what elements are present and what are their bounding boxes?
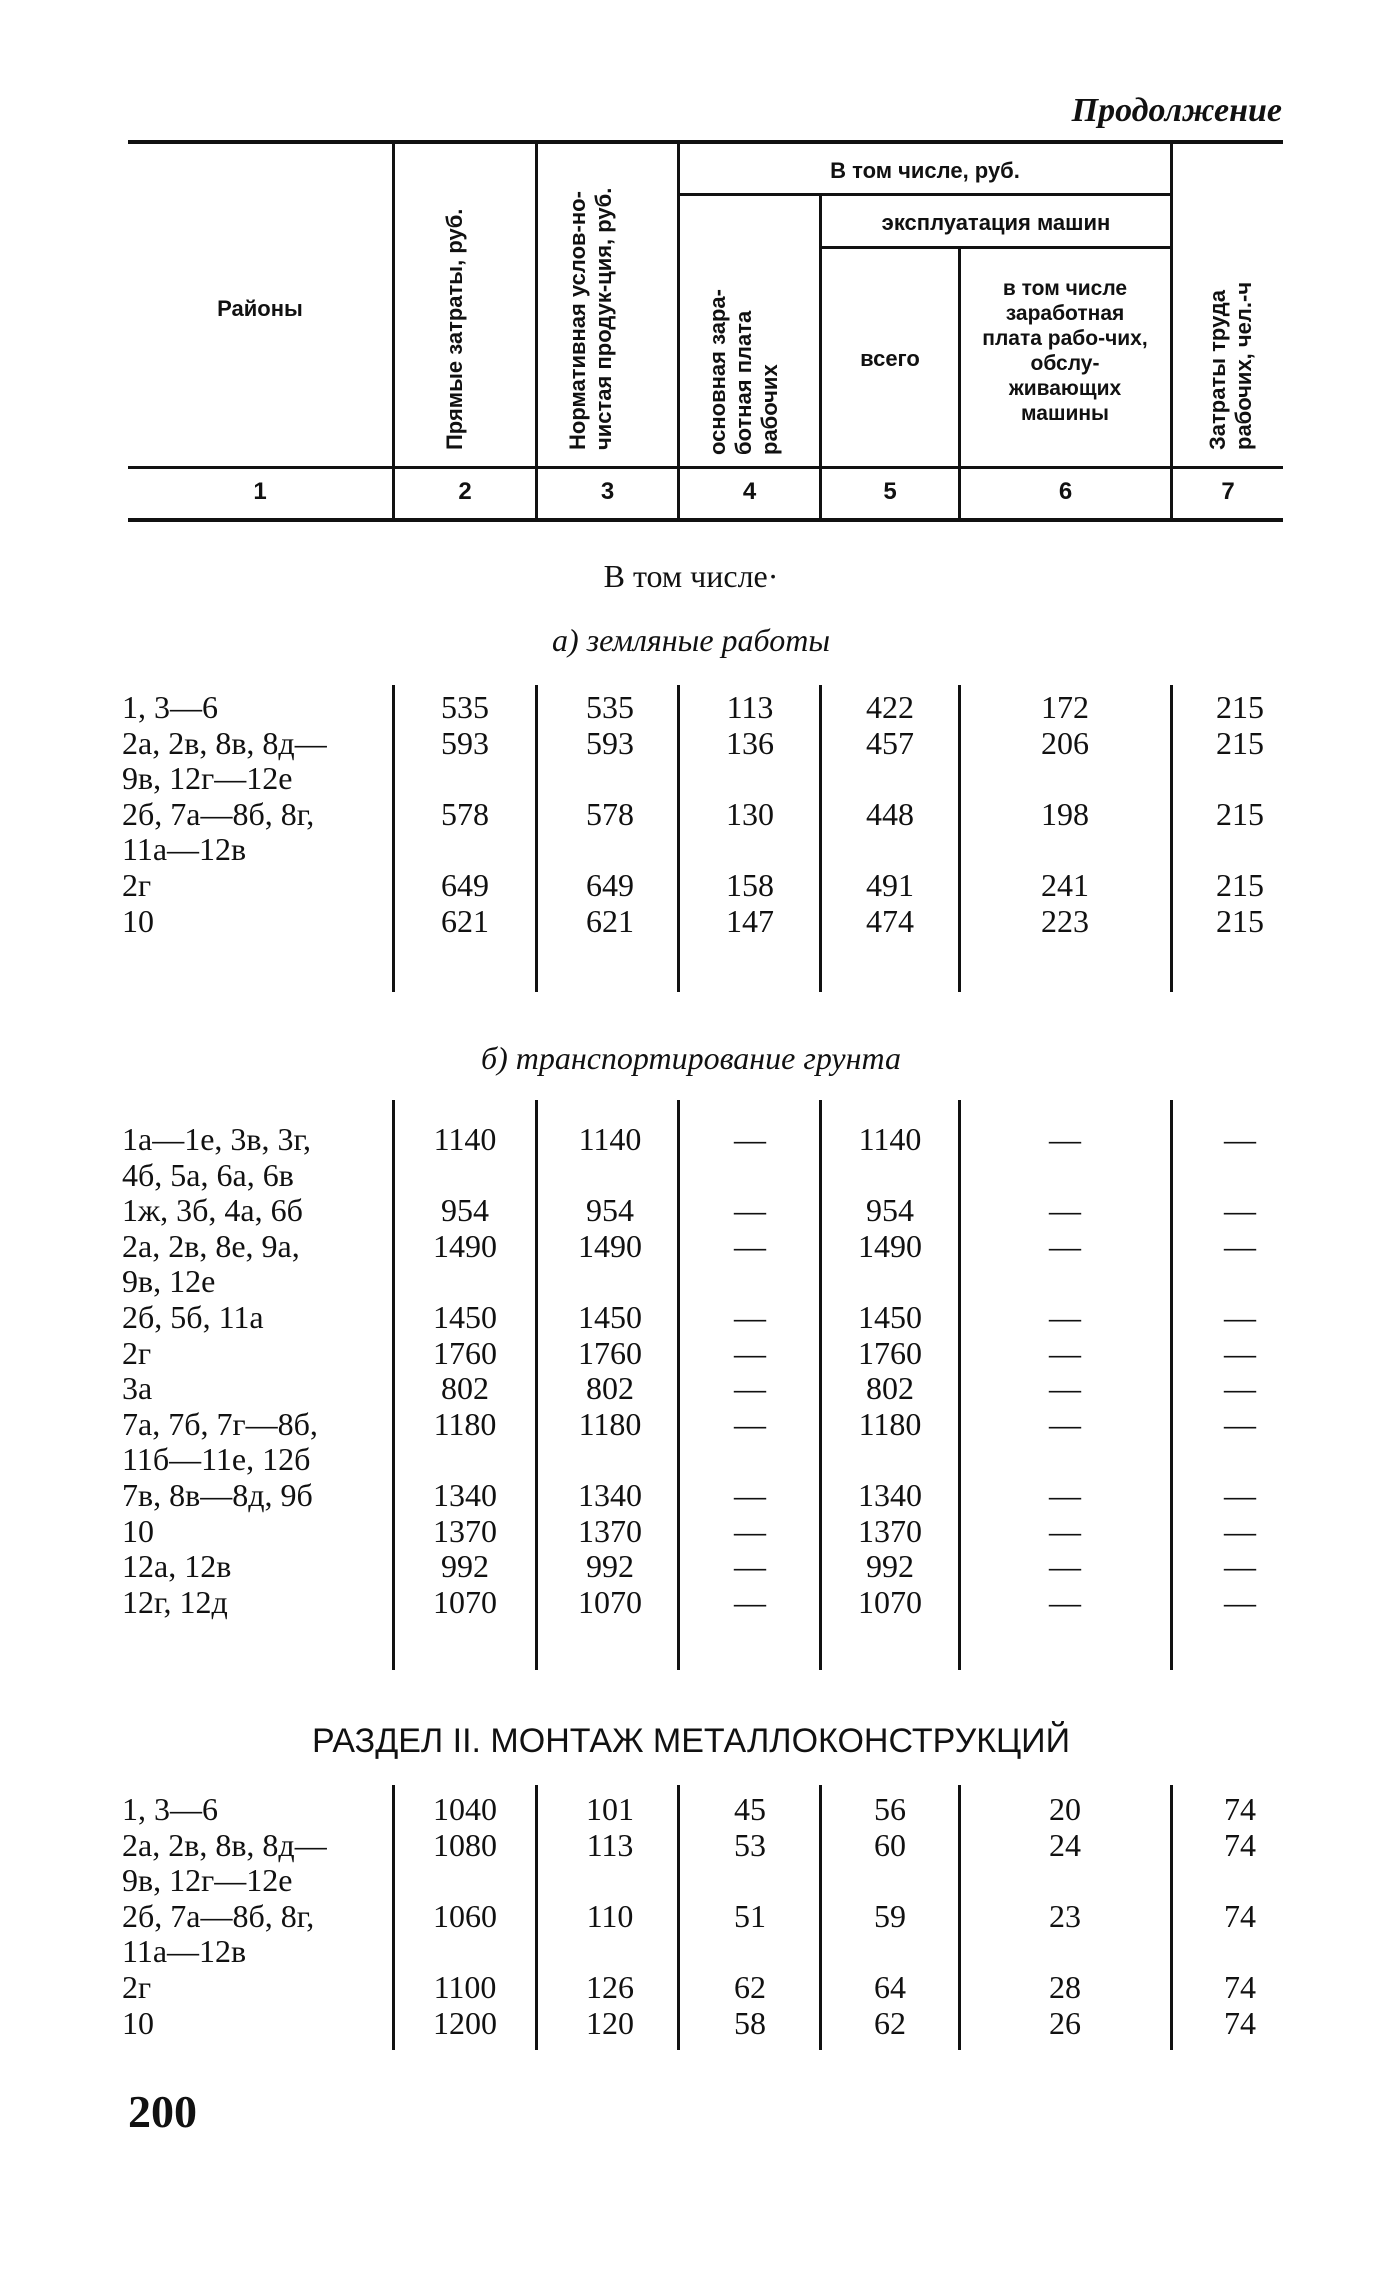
value-cell: 474	[866, 902, 914, 939]
header-total: всего	[860, 346, 920, 371]
value-cell: 1140	[433, 1121, 497, 1157]
table-row	[0, 1300, 1382, 1336]
value-cell: 649	[586, 866, 634, 903]
value-cell: 1760	[858, 1334, 922, 1371]
value-cell: 74	[1224, 1968, 1256, 2005]
value-cell: —	[1224, 1548, 1256, 1585]
region-cell: 9в, 12е	[122, 1263, 216, 1300]
value-cell: 130	[726, 795, 774, 832]
region-cell: 2г	[122, 1334, 152, 1371]
section-metal-structures	[0, 1792, 1382, 2041]
value-cell: 74	[1224, 1791, 1256, 1827]
value-cell: —	[1224, 1334, 1256, 1371]
value-cell: 457	[866, 724, 914, 761]
region-cell: 9в, 12г—12е	[122, 1862, 293, 1899]
table-row	[0, 832, 1382, 868]
column-divider	[958, 685, 961, 992]
table-row	[0, 904, 1382, 940]
value-cell: 158	[726, 866, 774, 903]
column-divider	[535, 685, 538, 992]
header-machine-operation: эксплуатация машин	[881, 210, 1111, 235]
table-row	[0, 1514, 1382, 1550]
value-cell: 1070	[578, 1583, 642, 1620]
value-cell: 1180	[433, 1405, 497, 1442]
value-cell: 535	[586, 689, 634, 725]
value-cell: —	[1049, 1227, 1081, 1264]
region-cell: 11а—12в	[122, 1933, 247, 1970]
value-cell: 1180	[858, 1405, 922, 1442]
value-cell: 992	[441, 1548, 489, 1585]
header-regions: Районы	[217, 296, 303, 321]
value-cell: 56	[874, 1791, 906, 1827]
table-row	[0, 868, 1382, 904]
value-cell: 126	[586, 1968, 634, 2005]
table-row	[0, 1336, 1382, 1372]
table-row	[0, 1442, 1382, 1478]
section-title-earthworks: а) земляные работы	[552, 622, 830, 658]
region-cell: 2б, 7а—8б, 8г,	[122, 1897, 315, 1934]
header-base-wages: основная зара-ботная плата рабочих	[705, 289, 782, 455]
value-cell: —	[734, 1334, 766, 1371]
value-cell: 74	[1224, 1826, 1256, 1863]
value-cell: —	[1049, 1512, 1081, 1549]
value-cell: —	[734, 1405, 766, 1442]
value-cell: 621	[586, 902, 634, 939]
table-row	[0, 726, 1382, 762]
region-cell: 7а, 7б, 7г—8б,	[122, 1405, 318, 1442]
value-cell: 954	[586, 1192, 634, 1229]
section-earthworks	[0, 690, 1382, 939]
region-cell: 4б, 5а, 6а, 6в	[122, 1156, 294, 1193]
value-cell: 802	[866, 1370, 914, 1407]
table-row	[0, 1934, 1382, 1970]
section-soil-transport	[0, 1122, 1382, 1620]
value-cell: 1370	[858, 1512, 922, 1549]
value-cell: 51	[734, 1897, 766, 1934]
value-cell: 45	[734, 1791, 766, 1827]
value-cell: 59	[874, 1897, 906, 1934]
value-cell: 20	[1049, 1791, 1081, 1827]
section-title-metal-structures: РАЗДЕЛ II. МОНТАЖ МЕТАЛЛОКОНСТРУКЦИЙ	[311, 1722, 1071, 1760]
region-cell: 10	[122, 1512, 154, 1549]
continued-label: Продолжение	[1071, 92, 1282, 129]
value-cell: —	[1049, 1476, 1081, 1513]
table-row	[0, 1264, 1382, 1300]
column-number: 2	[458, 478, 472, 505]
region-cell: 1ж, 3б, 4а, 6б	[122, 1192, 303, 1229]
header-labor-costs: Затраты труда рабочих, чел.-ч	[1205, 281, 1256, 450]
value-cell: —	[1049, 1370, 1081, 1407]
value-cell: —	[1049, 1334, 1081, 1371]
value-cell: 1490	[858, 1227, 922, 1264]
value-cell: 136	[726, 724, 774, 761]
value-cell: 241	[1041, 866, 1089, 903]
header-bottom-rule	[128, 466, 1283, 469]
value-cell: 535	[441, 689, 489, 725]
value-cell: 215	[1216, 795, 1264, 832]
table-row	[0, 1792, 1382, 1828]
value-cell: 578	[586, 795, 634, 832]
value-cell: 215	[1216, 902, 1264, 939]
header-divider	[392, 144, 395, 518]
column-divider	[677, 685, 680, 992]
value-cell: 1490	[433, 1227, 497, 1264]
value-cell: 101	[586, 1791, 634, 1827]
value-cell: 1100	[433, 1968, 497, 2005]
value-cell: —	[1224, 1476, 1256, 1513]
region-cell: 2б, 7а—8б, 8г,	[122, 795, 315, 832]
value-cell: 1760	[578, 1334, 642, 1371]
region-cell: 1а—1е, 3в, 3г,	[122, 1121, 312, 1157]
value-cell: 62	[874, 2004, 906, 2041]
value-cell: —	[1224, 1121, 1256, 1157]
page-number: 200	[128, 2086, 197, 2137]
value-cell: 1340	[858, 1476, 922, 1513]
column-number: 3	[600, 478, 615, 505]
region-cell: 10	[122, 902, 154, 939]
value-cell: 23	[1049, 1897, 1081, 1934]
value-cell: 1040	[433, 1791, 497, 1827]
column-number: 1	[253, 478, 267, 505]
table-row	[0, 2006, 1382, 2042]
value-cell: 172	[1041, 689, 1089, 725]
value-cell: 1370	[433, 1512, 497, 1549]
value-cell: 1760	[433, 1334, 497, 1371]
region-cell: 1, 3—6	[122, 689, 218, 725]
value-cell: 198	[1041, 795, 1089, 832]
value-cell: 62	[734, 1968, 766, 2005]
value-cell: —	[1224, 1512, 1256, 1549]
value-cell: 110	[586, 1897, 634, 1934]
table-row	[0, 797, 1382, 833]
value-cell: 1340	[433, 1476, 497, 1513]
value-cell: 593	[441, 724, 489, 761]
region-cell: 11б—11е, 12б	[122, 1441, 311, 1478]
value-cell: 802	[441, 1370, 489, 1407]
value-cell: 53	[734, 1826, 766, 1863]
value-cell: 992	[586, 1548, 634, 1585]
value-cell: —	[1224, 1192, 1256, 1229]
header-divider	[535, 144, 538, 518]
table-row	[0, 1478, 1382, 1514]
value-cell: 1070	[858, 1583, 922, 1620]
header-divider	[677, 144, 680, 518]
region-cell: 2а, 2в, 8в, 8д—	[122, 724, 327, 761]
value-cell: —	[734, 1370, 766, 1407]
value-cell: 1180	[578, 1405, 642, 1442]
value-cell: —	[1049, 1405, 1081, 1442]
table-row	[0, 1970, 1382, 2006]
table-row	[0, 1193, 1382, 1229]
value-cell: 113	[586, 1826, 634, 1863]
region-cell: 3а	[122, 1370, 153, 1407]
section-title-soil-transport: б) транспортирование грунта	[480, 1040, 901, 1076]
value-cell: 491	[866, 866, 914, 903]
group-rule	[680, 193, 1170, 196]
region-cell: 2г	[122, 866, 152, 903]
value-cell: 1060	[433, 1897, 497, 1934]
table-row	[0, 1158, 1382, 1194]
column-divider	[677, 1785, 680, 2050]
value-cell: 593	[586, 724, 634, 761]
value-cell: 1370	[578, 1512, 642, 1549]
value-cell: —	[734, 1476, 766, 1513]
column-divider	[958, 1100, 961, 1670]
table-row	[0, 1549, 1382, 1585]
value-cell: 1080	[433, 1826, 497, 1863]
value-cell: —	[1224, 1583, 1256, 1620]
value-cell: 58	[734, 2004, 766, 2041]
value-cell: 422	[866, 689, 914, 725]
region-cell: 7в, 8в—8д, 9б	[122, 1476, 313, 1513]
value-cell: 147	[726, 902, 774, 939]
region-cell: 1, 3—6	[122, 1791, 218, 1827]
header-divider	[1170, 144, 1173, 518]
value-cell: —	[1049, 1192, 1081, 1229]
region-cell: 2г	[122, 1968, 152, 2005]
table-row	[0, 1585, 1382, 1621]
header-machine-wages: в том числе заработная плата рабо-чих, обслу-живающих машины	[982, 277, 1148, 425]
value-cell: 26	[1049, 2004, 1081, 2041]
region-cell: 2а, 2в, 8е, 9а,	[122, 1227, 300, 1264]
value-cell: —	[1049, 1121, 1081, 1157]
value-cell: 621	[441, 902, 489, 939]
including-label: В том числе·	[603, 558, 779, 594]
table-row	[0, 1863, 1382, 1899]
header-top-rule	[128, 140, 1283, 144]
column-divider	[1170, 1785, 1173, 2050]
value-cell: —	[734, 1548, 766, 1585]
header-direct-costs: Прямые затраты, руб.	[442, 208, 467, 450]
region-cell: 10	[122, 2004, 154, 2041]
value-cell: 64	[874, 1968, 906, 2005]
value-cell: 954	[441, 1192, 489, 1229]
value-cell: 74	[1224, 2004, 1256, 2041]
value-cell: —	[734, 1583, 766, 1620]
value-cell: 649	[441, 866, 489, 903]
column-divider	[392, 1785, 395, 2050]
value-cell: —	[1224, 1227, 1256, 1264]
table-row	[0, 1229, 1382, 1265]
value-cell: —	[1049, 1548, 1081, 1585]
value-cell: 448	[866, 795, 914, 832]
region-cell: 2б, 5б, 11а	[122, 1298, 264, 1335]
column-divider	[392, 1100, 395, 1670]
value-cell: 113	[726, 689, 774, 725]
value-cell: —	[734, 1227, 766, 1264]
table-row	[0, 1828, 1382, 1864]
value-cell: —	[734, 1121, 766, 1157]
table-row	[0, 690, 1382, 726]
column-divider	[819, 685, 822, 992]
column-divider	[1170, 685, 1173, 992]
column-divider	[677, 1100, 680, 1670]
value-cell: 24	[1049, 1826, 1081, 1863]
region-cell: 12а, 12в	[122, 1548, 232, 1585]
value-cell: 215	[1216, 689, 1264, 725]
value-cell: 1450	[578, 1298, 642, 1335]
value-cell: —	[734, 1192, 766, 1229]
table-row	[0, 761, 1382, 797]
value-cell: 1070	[433, 1583, 497, 1620]
value-cell: —	[1224, 1405, 1256, 1442]
column-divider	[819, 1100, 822, 1670]
table-row	[0, 1371, 1382, 1407]
column-divider	[535, 1100, 538, 1670]
value-cell: —	[734, 1512, 766, 1549]
value-cell: 1140	[858, 1121, 922, 1157]
value-cell: 215	[1216, 724, 1264, 761]
value-cell: 954	[866, 1192, 914, 1229]
value-cell: 60	[874, 1826, 906, 1863]
table-row	[0, 1122, 1382, 1158]
value-cell: 992	[866, 1548, 914, 1585]
value-cell: 206	[1041, 724, 1089, 761]
value-cell: —	[1049, 1298, 1081, 1335]
table-row	[0, 1407, 1382, 1443]
column-number: 5	[883, 478, 897, 505]
value-cell: —	[734, 1298, 766, 1335]
value-cell: —	[1224, 1298, 1256, 1335]
value-cell: 120	[586, 2004, 634, 2041]
value-cell: 74	[1224, 1897, 1256, 1934]
value-cell: 215	[1216, 866, 1264, 903]
header-including-group: В том числе, руб.	[830, 158, 1020, 183]
value-cell: 1140	[578, 1121, 642, 1157]
region-cell: 12г, 12д	[122, 1583, 228, 1620]
region-cell: 2а, 2в, 8в, 8д—	[122, 1826, 327, 1863]
value-cell: —	[1049, 1583, 1081, 1620]
region-cell: 11а—12в	[122, 831, 247, 868]
value-cell: 1200	[433, 2004, 497, 2041]
header-net-production: Нормативная услов-но-чистая продук-ция, руб.	[565, 187, 616, 450]
column-divider	[958, 1785, 961, 2050]
value-cell: 1340	[578, 1476, 642, 1513]
column-divider	[392, 685, 395, 992]
numbers-bottom-rule	[128, 518, 1283, 522]
table-row	[0, 1899, 1382, 1935]
value-cell: 1490	[578, 1227, 642, 1264]
column-number: 4	[742, 478, 757, 505]
column-divider	[819, 1785, 822, 2050]
value-cell: 1450	[858, 1298, 922, 1335]
column-number: 6	[1058, 478, 1073, 505]
subgroup-rule	[822, 246, 1170, 249]
value-cell: 28	[1049, 1968, 1081, 2005]
region-cell: 9в, 12г—12е	[122, 760, 293, 797]
value-cell: 802	[586, 1370, 634, 1407]
value-cell: 1450	[433, 1298, 497, 1335]
value-cell: —	[1224, 1370, 1256, 1407]
column-divider	[1170, 1100, 1173, 1670]
value-cell: 578	[441, 795, 489, 832]
column-divider	[535, 1785, 538, 2050]
column-number: 7	[1221, 478, 1235, 505]
value-cell: 223	[1041, 902, 1089, 939]
